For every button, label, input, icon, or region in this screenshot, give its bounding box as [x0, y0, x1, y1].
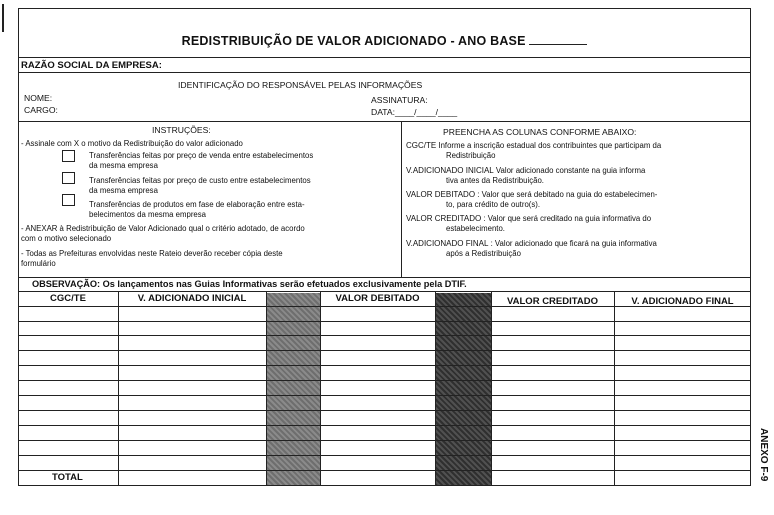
annex-instruction: [21, 224, 305, 243]
help-line: : Valor que será creditado na guia informativa do: [483, 214, 652, 223]
divider: [401, 121, 402, 277]
table-row[interactable]: [18, 425, 751, 426]
help-line: após a Redistribuição: [446, 248, 521, 258]
help-initial: [406, 166, 645, 185]
year-field[interactable]: [529, 34, 587, 45]
table-row[interactable]: [18, 470, 751, 471]
divider: [18, 57, 751, 58]
help-cgc: [406, 141, 661, 160]
help-term: V.ADICIONADO FINAL: [406, 239, 489, 248]
table-row[interactable]: [18, 350, 751, 351]
option-checkbox-2[interactable]: [62, 172, 75, 184]
table-row[interactable]: [18, 440, 751, 441]
table-row[interactable]: [18, 365, 751, 366]
copy-line1: - Todas as Prefeituras envolvidas neste Rateio deverão receber cópia deste: [21, 249, 283, 258]
table-top-border: [18, 291, 751, 292]
signature-field[interactable]: [440, 95, 740, 106]
date-label[interactable]: DATA:____/____/____: [371, 107, 458, 117]
total-label: TOTAL: [52, 472, 83, 483]
divider: [18, 121, 751, 122]
help-term: V.ADICIONADO INICIAL: [406, 166, 494, 175]
table-row[interactable]: [18, 455, 751, 456]
table-row[interactable]: [18, 395, 751, 396]
table-row[interactable]: [18, 380, 751, 381]
role-field[interactable]: [70, 105, 360, 116]
form-title: [18, 34, 751, 48]
form-title-text: REDISTRIBUIÇÃO DE VALOR ADICIONADO - ANO BASE: [181, 34, 526, 48]
option-1-text: [89, 151, 313, 170]
name-field[interactable]: [70, 93, 360, 104]
help-credit: [406, 214, 651, 233]
annex-label: ANEXO F-9: [758, 428, 769, 482]
copy-line2: formulário: [21, 258, 56, 268]
table-row[interactable]: [18, 306, 751, 307]
observation: OBSERVAÇÃO: Os lançamentos nas Guias Informativas serão efetuados exclusivamente pela DTIF.: [32, 279, 467, 289]
help-final: [406, 239, 657, 258]
name-label: NOME:: [24, 93, 53, 103]
option-2-line1: Transferências feitas por preço de custo entre estabelecimentos: [89, 176, 311, 185]
instructions-heading: INSTRUÇÕES:: [152, 125, 211, 135]
help-line: tiva antes da Redistribuição.: [446, 175, 544, 185]
option-1-line2: da mesma empresa: [89, 160, 158, 170]
help-line: Redistribuição: [446, 150, 496, 160]
help-term: VALOR DEBITADO: [406, 190, 476, 199]
table-row[interactable]: [18, 410, 751, 411]
option-2-text: [89, 176, 311, 195]
responsible-heading: IDENTIFICAÇÃO DO RESPONSÁVEL PELAS INFORMAÇÕES: [178, 80, 423, 90]
instructions-intro: - Assinale com X o motivo da Redistribuição do valor adicionado: [21, 139, 243, 148]
option-checkbox-3[interactable]: [62, 194, 75, 206]
help-line: estabelecimento.: [446, 223, 505, 233]
option-3-line2: belecimentos da mesma empresa: [89, 209, 207, 219]
help-line: to, para crédito de outro(s).: [446, 199, 541, 209]
table-row[interactable]: [18, 321, 751, 322]
header-cgc: CGC/TE: [50, 293, 86, 304]
help-term: VALOR CREDITADO: [406, 214, 482, 223]
option-1-line1: Transferências feitas por preço de venda entre estabelecimentos: [89, 151, 314, 160]
divider: [18, 277, 751, 278]
help-term: CGC/TE: [406, 141, 437, 150]
help-line: Informe a inscrição estadual dos contribuintes que participam da: [438, 141, 662, 150]
header-credit: VALOR CREDITADO: [507, 296, 598, 307]
company-field[interactable]: [190, 60, 745, 71]
option-3-line1: Transferências de produtos em fase de elaboração entre esta-: [89, 200, 305, 209]
divider: [18, 72, 751, 73]
copy-instruction: [21, 249, 283, 268]
header-final: V. ADICIONADO FINAL: [631, 296, 734, 307]
role-label: CARGO:: [24, 105, 58, 115]
table-row[interactable]: [18, 335, 751, 336]
header-initial: V. ADICIONADO INICIAL: [137, 293, 247, 304]
help-line: : Valor que será debitado na guia do estabelecimen-: [477, 190, 658, 199]
option-3-text: [89, 200, 305, 219]
margin-mark: [2, 4, 4, 32]
company-label: RAZÃO SOCIAL DA EMPRESA:: [21, 60, 162, 71]
header-debit: VALOR DEBITADO: [335, 293, 420, 304]
help-debit: [406, 190, 657, 209]
columns-help-heading: PREENCHA AS COLUNAS CONFORME ABAIXO:: [443, 127, 637, 137]
signature-label: ASSINATURA:: [371, 95, 428, 105]
annex-line1: - ANEXAR à Redistribuição de Valor Adicionado qual o critério adotado, de acordo: [21, 224, 305, 233]
help-line: : Valor adicionado que ficará na guia informativa: [490, 239, 657, 248]
option-checkbox-1[interactable]: [62, 150, 75, 162]
option-2-line2: da mesma empresa: [89, 185, 158, 195]
help-line: Valor adicionado constante na guia informa: [495, 166, 646, 175]
annex-line2: com o motivo selecionado: [21, 233, 112, 243]
